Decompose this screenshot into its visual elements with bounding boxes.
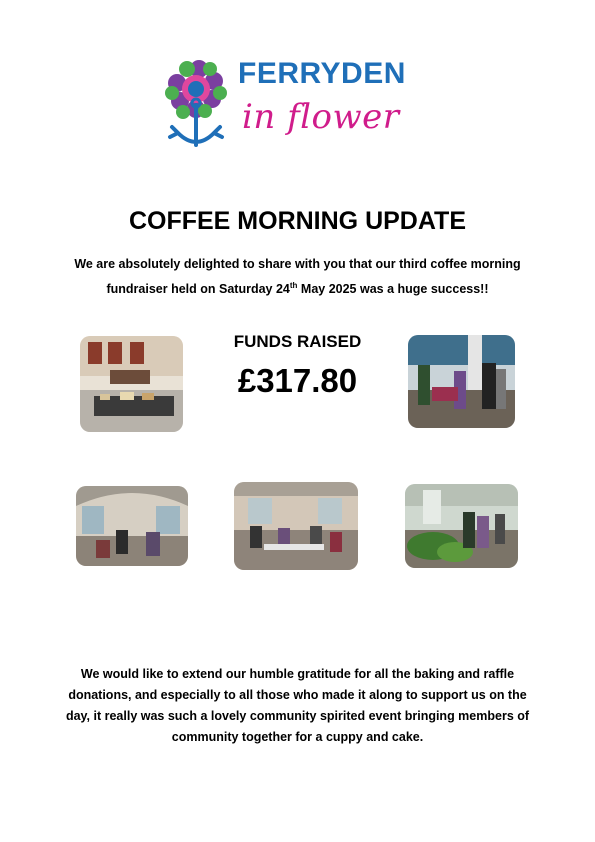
page-title: COFFEE MORNING UPDATE	[128, 207, 467, 235]
logo	[150, 55, 420, 155]
intro-text-start: We are absolutely delighted to share with you that our third coffee morning fundraiser held on Saturday 24	[74, 257, 521, 297]
event-photo-3	[76, 486, 188, 566]
flower-anchor-icon	[150, 55, 230, 155]
intro-paragraph	[50, 254, 545, 300]
event-photo-2	[408, 335, 515, 428]
intro-text-end: May 2025 was a huge success!!	[297, 282, 489, 297]
intro-ordinal-suffix: th	[289, 281, 298, 290]
closing-paragraph: We would like to extend our humble gratitude for all the baking and raffle donations, and especially to all those who made it along to support us on the day, it really was such a lovely community spirited event bringing members of community together for a cuppy and cake.	[65, 667, 530, 744]
funds-amount: £317.80	[237, 362, 358, 399]
logo-wordmark: FERRYDEN	[238, 57, 406, 90]
event-photo-5	[405, 484, 518, 568]
event-photo-4	[234, 482, 358, 570]
funds-label: FUNDS RAISED	[233, 332, 362, 351]
event-photo-1	[80, 336, 183, 432]
logo-script-text: in flower	[242, 97, 400, 137]
